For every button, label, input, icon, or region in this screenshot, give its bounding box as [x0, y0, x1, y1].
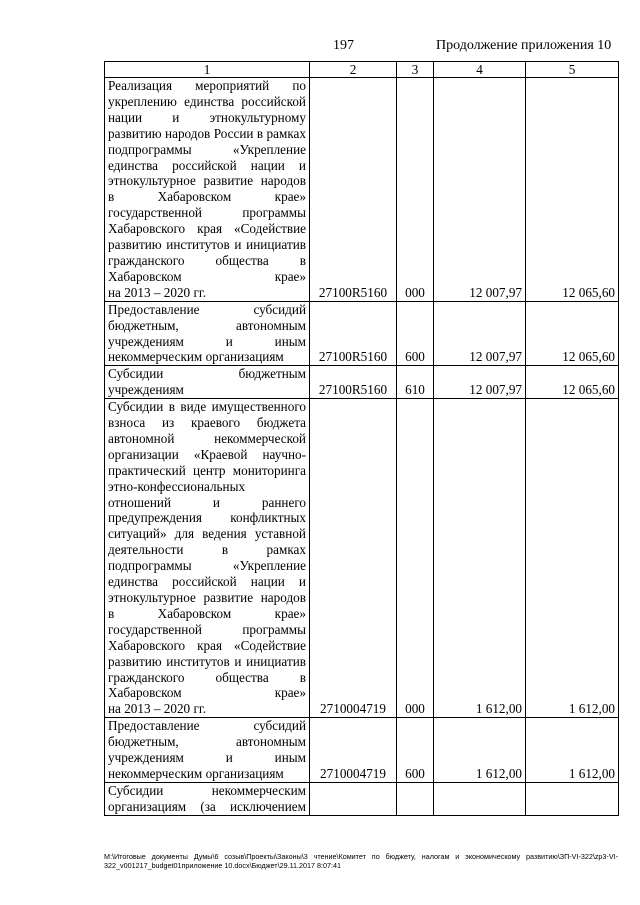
- footer-file-path: M:\Итоговые документы Думы\6 созыв\Проекты\Законы\3 чтение\Комитет по бюджету, налогам и экономическому развитию\ЗП-VI-322\zp3-VI-322_v001217_budget01приложение 10.docx\Бюджет\29.11.2017 8:07:41: [104, 852, 618, 870]
- row-code: 27100R5160: [310, 301, 397, 366]
- description-text: Субсидии бюджетным: [108, 366, 306, 382]
- description-text: Предоставление субсидий бюджетным, автономным учреждениям и иным: [108, 718, 306, 766]
- description-last-line: учреждениям: [108, 382, 184, 398]
- row-value-1: 12 007,97: [434, 301, 526, 366]
- row-code: 2710004719: [310, 399, 397, 718]
- row-value-1: [434, 782, 526, 815]
- row-description: [105, 782, 310, 815]
- table-row: [105, 782, 619, 815]
- column-number-5: 5: [526, 62, 619, 78]
- header-row: [105, 62, 619, 78]
- row-value-2: 1 612,00: [526, 718, 619, 783]
- table-row: [105, 301, 619, 366]
- description-last-line: на 2013 – 2020 гг.: [108, 701, 207, 717]
- row-code: 27100R5160: [310, 78, 397, 302]
- description-text: Субсидии некоммерческим организациям (за исключением: [108, 782, 306, 814]
- column-number-1: 1: [105, 62, 310, 78]
- row-description: [105, 301, 310, 366]
- row-type: 000: [397, 78, 434, 302]
- table-row: [105, 366, 619, 399]
- row-description: [105, 366, 310, 399]
- row-code: [310, 782, 397, 815]
- row-description: [105, 78, 310, 302]
- row-type: 000: [397, 399, 434, 718]
- column-number-2: 2: [310, 62, 397, 78]
- table-row: [105, 399, 619, 718]
- row-value-2: 1 612,00: [526, 399, 619, 718]
- row-description: [105, 399, 310, 718]
- description-last-line: на 2013 – 2020 гг.: [108, 284, 207, 300]
- column-number-4: 4: [434, 62, 526, 78]
- description-text: Реализация мероприятий по укреплению единства российской нации и этнокультурному развитию народов России в рамках подпрограммы «Укрепление единства российской нации и этнокультурное развитие народов в Хабаровском крае» государственной программы Хабаровского края «Содействие развитию институтов и инициатив гражданского общества в Хабаровском крае»: [108, 78, 306, 284]
- budget-table: [104, 61, 619, 816]
- row-value-1: 12 007,97: [434, 366, 526, 399]
- row-value-1: 1 612,00: [434, 718, 526, 783]
- description-last-line: некоммерческим организациям: [108, 349, 284, 365]
- row-code: 2710004719: [310, 718, 397, 783]
- description-text: Предоставление субсидий бюджетным, автономным учреждениям и иным: [108, 301, 306, 349]
- row-code: 27100R5160: [310, 366, 397, 399]
- row-value-2: 12 065,60: [526, 78, 619, 302]
- column-number-3: 3: [397, 62, 434, 78]
- row-type: [397, 782, 434, 815]
- page-number: 197: [333, 38, 354, 53]
- table-row: [105, 78, 619, 302]
- row-value-2: 12 065,60: [526, 366, 619, 399]
- row-type: 600: [397, 718, 434, 783]
- description-last-line: некоммерческим организациям: [108, 765, 284, 781]
- row-type: 610: [397, 366, 434, 399]
- row-type: 600: [397, 301, 434, 366]
- row-value-2: 12 065,60: [526, 301, 619, 366]
- description-text: Субсидии в виде имущественного взноса из краевого бюджета автономной некоммерческой организации «Краевой научно-практический центр мониторинга этно-конфессиональных отношений и раннего предупреждения конфликтных ситуаций» для ведения уставной деятельности в рамках подпрограммы «Укрепление единства российской нации и этнокультурное развитие народов в Хабаровском крае» государственной программы Хабаровского края «Содействие развитию институтов и инициатив гражданского общества в Хабаровском крае»: [108, 399, 306, 701]
- row-value-1: 12 007,97: [434, 78, 526, 302]
- row-value-2: [526, 782, 619, 815]
- table-row: [105, 718, 619, 783]
- row-description: [105, 718, 310, 783]
- continuation-label: Продолжение приложения 10: [436, 38, 612, 53]
- row-value-1: 1 612,00: [434, 399, 526, 718]
